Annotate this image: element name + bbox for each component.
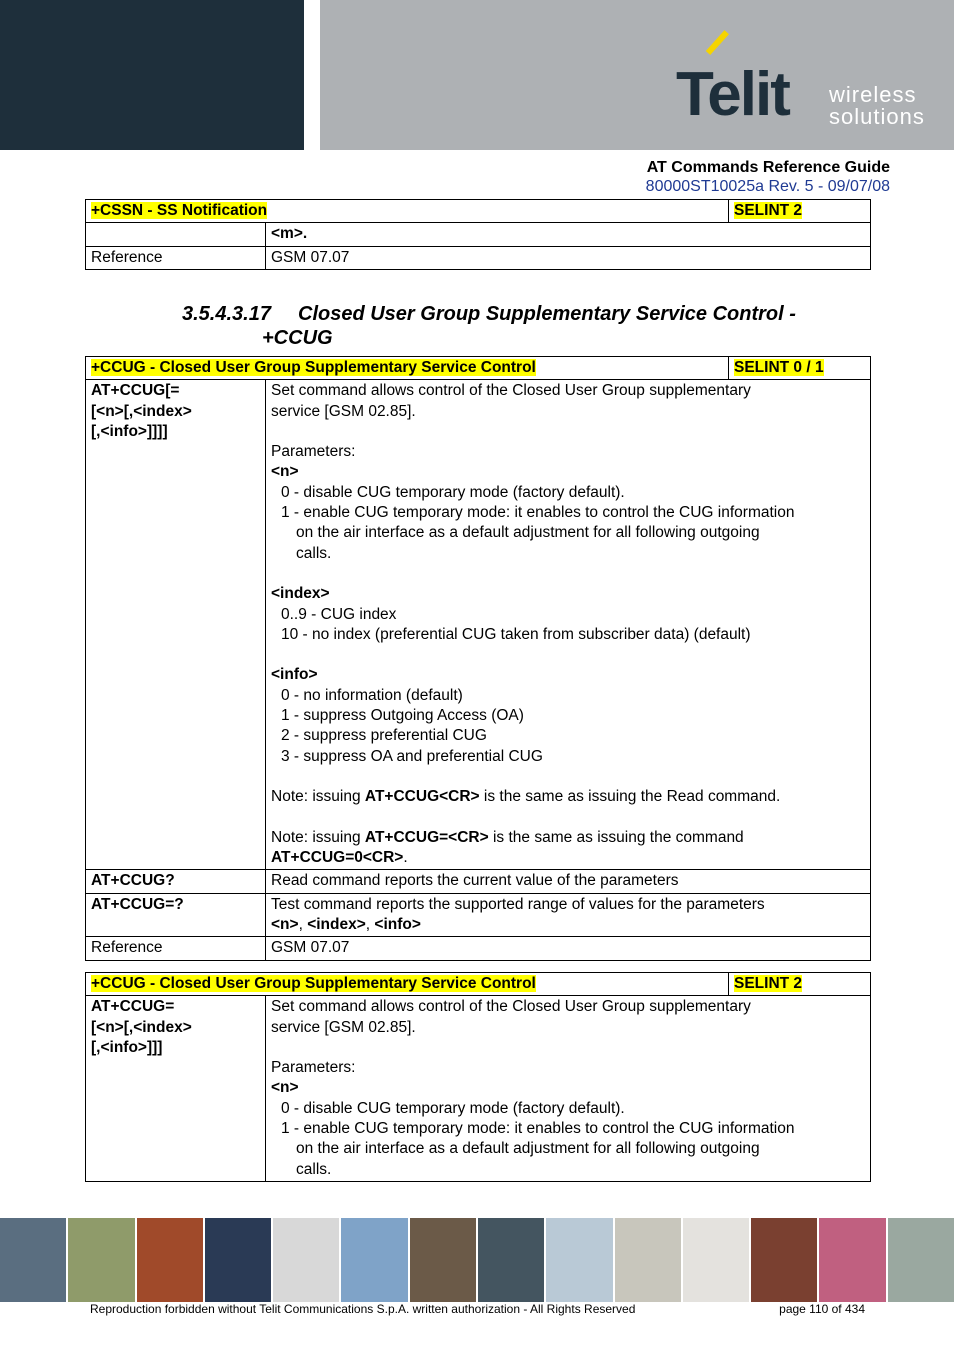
ccug1-title-cell (86, 357, 729, 380)
ccug1-test-cmd: AT+CCUG=? (86, 893, 266, 937)
photo-camera (888, 1218, 954, 1302)
ccug1-read-cmd: AT+CCUG? (86, 870, 266, 893)
photo-containers (137, 1218, 203, 1302)
photo-laser (683, 1218, 749, 1302)
cssn-row1-value: <m>. (266, 223, 871, 246)
photo-cyclist (341, 1218, 407, 1302)
logo-brand: Telit (676, 60, 789, 129)
header-dark-panel (0, 0, 304, 150)
section-number: 3.5.4.3.17 (182, 303, 271, 325)
photo-keyboard (273, 1218, 339, 1302)
note-1: Note: issuing AT+CCUG<CR> is the same as issuing the Read command. (271, 788, 781, 806)
ccug-table-1 (85, 356, 871, 961)
cssn-title: +CSSN - SS Notification (91, 202, 268, 219)
ccug1-ref-value: GSM 07.07 (266, 937, 871, 960)
param-index-label: <index> (271, 585, 330, 603)
ccug2-title: +CCUG - Closed User Group Supplementary Service Control (91, 975, 536, 992)
footer-page-number: page 110 of 434 (779, 1302, 865, 1316)
ccug1-read-desc: Read command reports the current value of the parameters (266, 870, 871, 893)
telit-logo (676, 48, 936, 133)
ccug2-set-cmd: AT+CCUG= [<n>[,<index> [,<info>]]] (86, 996, 266, 1182)
cssn-selint: SELINT 2 (734, 202, 803, 219)
photo-field (68, 1218, 134, 1302)
ccug2-set-desc: Set command allows control of the Closed User Group supplementary service [GSM 02.85]. Parameters: <n> 0 - disable CUG temporary mode (factory default). 1 - enable CUG temporary mode: it enables to control the CUG information on the air interface as a default adjustment for all following outgoing calls. (266, 996, 871, 1182)
photo-people (751, 1218, 817, 1302)
section-heading (182, 302, 796, 350)
ccug1-title: +CCUG - Closed User Group Supplementary Service Control (91, 359, 536, 376)
section-title-line2: +CCUG (262, 327, 333, 349)
cssn-selint-cell (729, 200, 871, 223)
photo-meters (615, 1218, 681, 1302)
photo-road (0, 1218, 66, 1302)
cssn-title-cell (86, 200, 729, 223)
logo-line2: solutions (829, 104, 925, 129)
cssn-empty-cell (86, 223, 266, 246)
footer-photo-strip (0, 1218, 954, 1302)
photo-vending (478, 1218, 544, 1302)
cssn-table (85, 199, 871, 270)
param-info-label: <info> (271, 666, 318, 684)
cssn-ref-value: GSM 07.07 (266, 246, 871, 269)
photo-shelves (819, 1218, 885, 1302)
footer-copyright: Reproduction forbidden without Telit Communications S.p.A. written authorization - All Rights Reserved (90, 1302, 636, 1316)
ccug1-selint: SELINT 0 / 1 (734, 359, 824, 376)
ccug2-selint-cell (729, 973, 871, 996)
cssn-ref-label: Reference (86, 246, 266, 269)
note-2: Note: issuing AT+CCUG=<CR> is the same as issuing the command (271, 828, 744, 846)
param-n-label: <n> (271, 463, 299, 481)
photo-device (410, 1218, 476, 1302)
footer (90, 1302, 865, 1316)
ccug1-set-desc: Set command allows control of the Closed User Group supplementary service [GSM 02.85]. Parameters: <n> 0 - disable CUG temporary mode (factory default). 1 - enable CUG temporary mode: it enables to control the CUG information on the air interface as a default adjustment for all following outgoing calls. <index> 0..9 - CUG index 10 - no index (preferential CUG taken from subscriber data) (default) <info> 0 - no information (default) 1 - suppress Outgoing Access (OA) 2 - suppress preferential CUG 3 - suppress OA and preferential CUG Note: issuing AT+CCUG<CR> is the same as issuing the Read command. Note: issuing AT+CCUG=<CR> is the same as issuing the command AT+CCUG=0<CR>. (266, 380, 871, 870)
guide-title: AT Commands Reference Guide (646, 159, 890, 176)
photo-wind-turbines (546, 1218, 612, 1302)
ccug1-ref-label: Reference (86, 937, 266, 960)
ccug-table-2 (85, 972, 871, 1182)
ccug2-title-cell (86, 973, 729, 996)
guide-revision: 80000ST10025a Rev. 5 - 09/07/08 (645, 178, 890, 195)
photo-clock-display (205, 1218, 271, 1302)
section-title-line1: Closed User Group Supplementary Service Control - (298, 303, 796, 325)
ccug1-test-desc: Test command reports the supported range of values for the parameters <n>, <index>, <info> (266, 893, 871, 937)
ccug2-selint: SELINT 2 (734, 975, 803, 992)
logo-line1: wireless (829, 82, 917, 107)
ccug1-selint-cell (729, 357, 871, 380)
ccug1-set-cmd: AT+CCUG[= [<n>[,<index> [,<info>]]]] (86, 380, 266, 870)
